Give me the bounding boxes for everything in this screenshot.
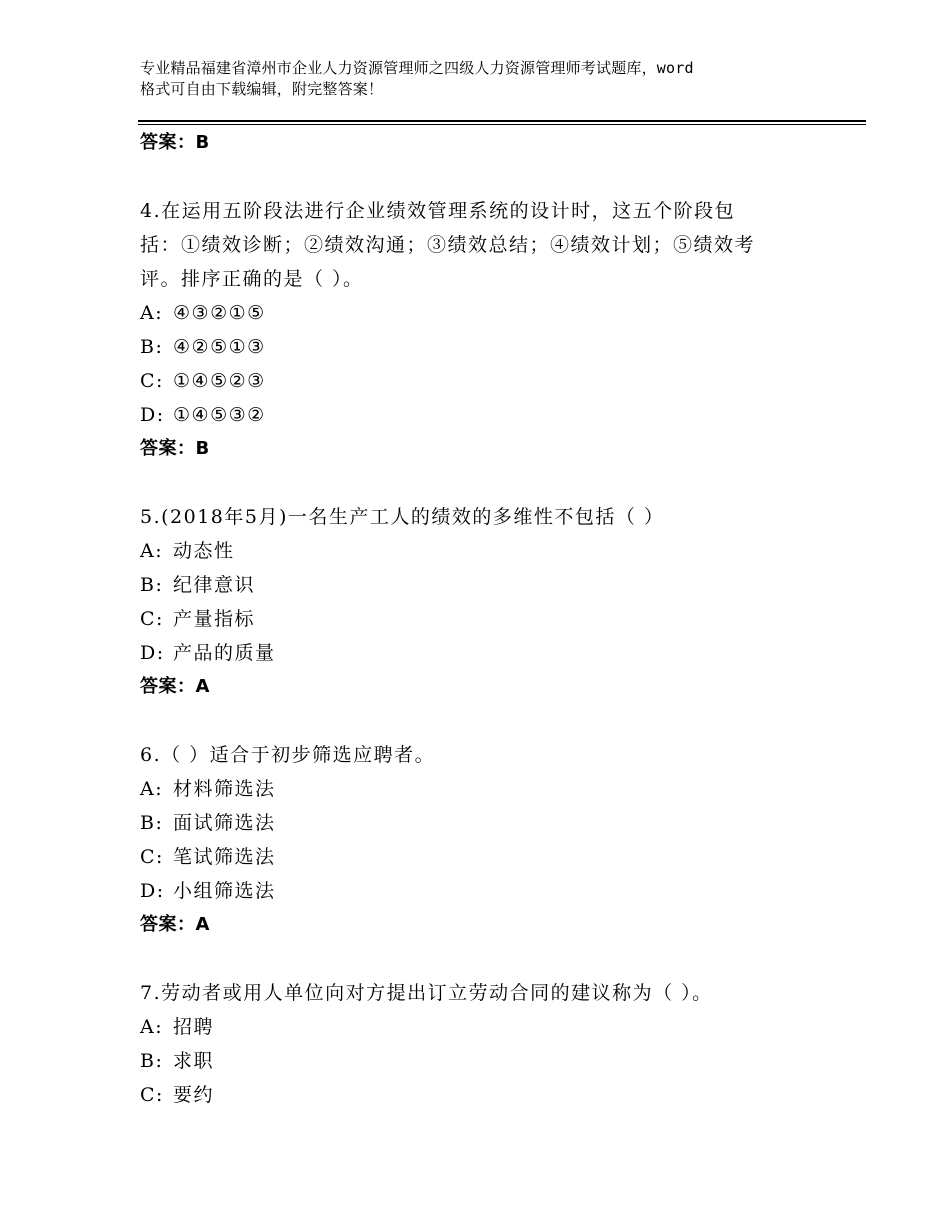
option-b (140, 330, 840, 364)
previous-answer: 答案：B (140, 132, 210, 153)
option-letter: A: (140, 1016, 164, 1038)
option-letter: B: (140, 574, 164, 596)
option-b (140, 1044, 840, 1078)
option-a (140, 296, 840, 330)
option-letter: B: (140, 336, 164, 358)
question-4 (140, 194, 840, 466)
option-text: 笔试筛选法 (173, 846, 276, 868)
option-letter: A: (140, 540, 164, 562)
question-stem-line: 7.劳动者或用人单位向对方提出订立劳动合同的建议称为（ ）。 (140, 982, 713, 1004)
question-7 (140, 976, 840, 1112)
header-line-1: 专业精品福建省漳州市企业人力资源管理师之四级人力资源管理师考试题库，word (140, 59, 694, 77)
option-text: ①④⑤②③ (173, 370, 266, 392)
option-letter: A: (140, 778, 164, 800)
question-spacer (140, 466, 840, 500)
option-text: 求职 (173, 1050, 215, 1072)
option-letter: B: (140, 1050, 164, 1072)
option-letter: C: (140, 1084, 164, 1106)
option-text: 面试筛选法 (173, 812, 276, 834)
option-text: ④③②①⑤ (173, 302, 266, 324)
option-letter: D: (140, 404, 165, 426)
option-text: 要约 (173, 1084, 215, 1106)
option-text: ①④⑤③② (173, 404, 266, 426)
question-stem-line: 6.（ ）适合于初步筛选应聘者。 (140, 744, 436, 766)
question-5 (140, 500, 840, 704)
option-text: 招聘 (173, 1016, 215, 1038)
option-c (140, 364, 840, 398)
question-stem-line: 评。排序正确的是（ ）。 (140, 268, 364, 290)
option-letter: C: (140, 846, 164, 868)
option-text: 材料筛选法 (173, 778, 276, 800)
option-text: 产品的质量 (173, 642, 276, 664)
question-spacer (140, 704, 840, 738)
option-b (140, 806, 840, 840)
question-stem-line: 括：①绩效诊断；②绩效沟通；③绩效总结；④绩效计划；⑤绩效考 (140, 234, 756, 256)
option-text: 动态性 (173, 540, 235, 562)
option-letter: A: (140, 302, 164, 324)
option-a (140, 534, 840, 568)
option-text: 纪律意识 (173, 574, 256, 596)
question-answer: 答案：A (140, 914, 210, 935)
option-letter: B: (140, 812, 164, 834)
question-spacer (140, 942, 840, 976)
question-stem-line: 5.(2018年5月)一名生产工人的绩效的多维性不包括（ ） (140, 506, 665, 528)
question-stem-line: 4.在运用五阶段法进行企业绩效管理系统的设计时，这五个阶段包 (140, 200, 736, 222)
option-text: 产量指标 (173, 608, 256, 630)
option-text: ④②⑤①③ (173, 336, 266, 358)
option-text: 小组筛选法 (173, 880, 276, 902)
option-letter: C: (140, 608, 164, 630)
option-letter: D: (140, 880, 165, 902)
option-d (140, 398, 840, 432)
question-6 (140, 738, 840, 942)
option-a (140, 1010, 840, 1044)
option-d (140, 874, 840, 908)
question-list (140, 126, 840, 1112)
option-b (140, 568, 840, 602)
question-spacer (140, 160, 840, 194)
option-a (140, 772, 840, 806)
option-c (140, 840, 840, 874)
question-answer: 答案：B (140, 438, 210, 459)
option-letter: C: (140, 370, 164, 392)
header-divider-thick (138, 120, 866, 122)
document-header (140, 58, 830, 100)
option-d (140, 636, 840, 670)
option-letter: D: (140, 642, 165, 664)
option-c (140, 602, 840, 636)
question-answer: 答案：A (140, 676, 210, 697)
option-c (140, 1078, 840, 1112)
header-line-2: 格式可自由下载编辑，附完整答案！ (140, 80, 384, 98)
header-divider-thin (138, 124, 866, 125)
